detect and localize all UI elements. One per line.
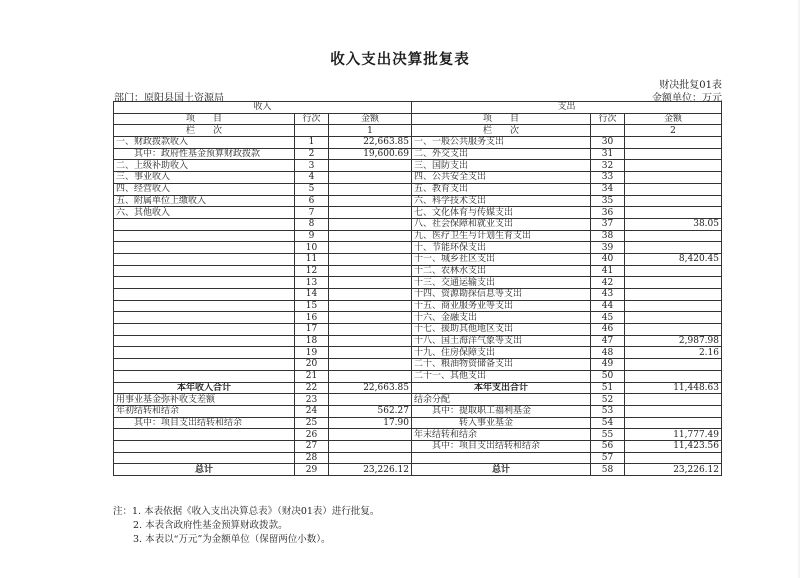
expenditure-amount-cell <box>625 230 722 242</box>
expenditure-row-number: 48 <box>591 347 625 359</box>
table-row <box>114 324 722 336</box>
income-item-cell <box>114 359 295 371</box>
expenditure-item-cell: 七、文化体育与传媒支出 <box>412 207 591 219</box>
approval-table <box>113 101 722 476</box>
table-row <box>114 160 722 172</box>
income-amount-cell <box>329 312 412 324</box>
income-amount-cell <box>329 218 412 230</box>
income-amount-cell <box>329 335 412 347</box>
income-row-number: 2 <box>295 148 329 160</box>
income-amount-cell <box>329 230 412 242</box>
expenditure-amount-cell: 8,420.45 <box>625 253 722 265</box>
income-amount-cell <box>329 347 412 359</box>
table-row <box>114 394 722 406</box>
expenditure-item-cell: 转入事业基金 <box>412 417 591 429</box>
income-row-number: 7 <box>295 207 329 219</box>
income-item-cell <box>114 440 295 452</box>
expenditure-row-number: 55 <box>591 429 625 441</box>
expenditure-row-number: 39 <box>591 242 625 254</box>
expenditure-row-number: 38 <box>591 230 625 242</box>
income-amount-cell: 22,663.85 <box>329 382 412 394</box>
income-item-cell: 年初结转和结余 <box>114 405 295 417</box>
income-row-number: 21 <box>295 370 329 382</box>
income-row-number: 24 <box>295 405 329 417</box>
expenditure-amount-cell: 11,448.63 <box>625 382 722 394</box>
form-number: 财决批复01表 <box>659 80 722 91</box>
expenditure-item-cell: 二十一、其他支出 <box>412 370 591 382</box>
expenditure-amount-cell: 11,777.49 <box>625 429 722 441</box>
expenditure-amount-cell <box>625 359 722 371</box>
income-item-cell <box>114 335 295 347</box>
income-item-cell <box>114 324 295 336</box>
table-row <box>114 464 722 476</box>
income-row-number: 5 <box>295 183 329 195</box>
income-row-number: 13 <box>295 277 329 289</box>
column-header-row <box>114 113 722 125</box>
income-amount-cell <box>329 242 412 254</box>
expenditure-row-number: 30 <box>591 137 625 149</box>
expenditure-amount-cell <box>625 195 722 207</box>
expenditure-amount-cell <box>625 300 722 312</box>
income-item-header: 项 目 <box>114 113 295 125</box>
expenditure-row-number: 53 <box>591 405 625 417</box>
expenditure-amount-cell <box>625 242 722 254</box>
expenditure-amount-cell <box>625 312 722 324</box>
income-row-number: 9 <box>295 230 329 242</box>
expenditure-row-number: 46 <box>591 324 625 336</box>
expenditure-item-cell: 十二、农林水支出 <box>412 265 591 277</box>
income-row-number: 20 <box>295 359 329 371</box>
expenditure-row-number: 35 <box>591 195 625 207</box>
table-row <box>114 265 722 277</box>
expenditure-amount-cell <box>625 137 722 149</box>
expenditure-item-cell: 三、国防支出 <box>412 160 591 172</box>
expenditure-row-number: 44 <box>591 300 625 312</box>
income-amount-cell <box>329 172 412 184</box>
income-row-number: 15 <box>295 300 329 312</box>
table-row <box>114 195 722 207</box>
income-amount-cell <box>329 195 412 207</box>
expenditure-row-number: 36 <box>591 207 625 219</box>
income-row-number: 19 <box>295 347 329 359</box>
income-row-number: 11 <box>295 253 329 265</box>
income-item-cell <box>114 289 295 301</box>
expenditure-amount-cell <box>625 277 722 289</box>
expenditure-item-cell: 一、一般公共服务支出 <box>412 137 591 149</box>
expenditure-row-number: 57 <box>591 452 625 464</box>
expenditure-amount-cell <box>625 405 722 417</box>
expenditure-item-cell: 六、科学技术支出 <box>412 195 591 207</box>
table-row <box>114 230 722 242</box>
income-item-cell: 其中：政府性基金预算财政拨款 <box>114 148 295 160</box>
table-row <box>114 148 722 160</box>
income-amount-cell <box>329 359 412 371</box>
expenditure-amount-cell <box>625 148 722 160</box>
income-item-cell: 六、其他收入 <box>114 207 295 219</box>
table-row <box>114 452 722 464</box>
expenditure-item-cell: 八、社会保障和就业支出 <box>412 218 591 230</box>
income-item-cell <box>114 242 295 254</box>
income-row-number: 18 <box>295 335 329 347</box>
expenditure-amount-cell <box>625 172 722 184</box>
expenditure-amount-cell <box>625 370 722 382</box>
income-item-cell <box>114 265 295 277</box>
income-row-number: 23 <box>295 394 329 406</box>
income-amount-cell: 562.27 <box>329 405 412 417</box>
income-amount-cell: 19,600.69 <box>329 148 412 160</box>
income-section-header: 收入 <box>114 102 412 114</box>
income-item-cell <box>114 452 295 464</box>
income-amount-cell <box>329 265 412 277</box>
expenditure-row-number: 45 <box>591 312 625 324</box>
expenditure-row-number: 54 <box>591 417 625 429</box>
income-amount-cell: 23,226.12 <box>329 464 412 476</box>
expenditure-amount-cell <box>625 289 722 301</box>
income-item-cell: 五、附属单位上缴收入 <box>114 195 295 207</box>
income-item-cell: 三、事业收入 <box>114 172 295 184</box>
income-row-number: 17 <box>295 324 329 336</box>
expenditure-row-no-header: 行次 <box>591 113 625 125</box>
income-amount-cell <box>329 440 412 452</box>
income-row-number: 4 <box>295 172 329 184</box>
income-item-cell <box>114 300 295 312</box>
table-row <box>114 183 722 195</box>
table-row <box>114 207 722 219</box>
income-amount-cell <box>329 207 412 219</box>
income-item-cell: 其中：项目支出结转和结余 <box>114 417 295 429</box>
income-item-cell <box>114 277 295 289</box>
amount-unit: 金额单位：万元 <box>652 93 722 104</box>
expenditure-item-cell: 十五、商业服务业等支出 <box>412 300 591 312</box>
income-row-number: 29 <box>295 464 329 476</box>
income-row-number: 8 <box>295 218 329 230</box>
income-amount-cell <box>329 452 412 464</box>
table-row <box>114 405 722 417</box>
income-column-label: 栏 次 <box>114 125 295 137</box>
income-item-cell: 二、上级补助收入 <box>114 160 295 172</box>
table-row <box>114 417 722 429</box>
expenditure-column-label: 栏 次 <box>412 125 591 137</box>
footnotes <box>113 505 379 547</box>
income-amount-cell <box>329 324 412 336</box>
expenditure-row-number: 50 <box>591 370 625 382</box>
expenditure-amount-header: 金额 <box>625 113 722 125</box>
expenditure-item-cell: 十六、金融支出 <box>412 312 591 324</box>
expenditure-item-cell: 本年支出合计 <box>412 382 591 394</box>
income-item-cell <box>114 429 295 441</box>
expenditure-amount-cell: 2,987.98 <box>625 335 722 347</box>
income-row-number: 10 <box>295 242 329 254</box>
expenditure-amount-cell <box>625 452 722 464</box>
expenditure-row-number: 52 <box>591 394 625 406</box>
expenditure-item-cell: 结余分配 <box>412 394 591 406</box>
expenditure-amount-cell <box>625 265 722 277</box>
expenditure-row-number: 34 <box>591 183 625 195</box>
table-row <box>114 300 722 312</box>
table-row <box>114 289 722 301</box>
table-row <box>114 370 722 382</box>
expenditure-item-cell: 四、公共安全支出 <box>412 172 591 184</box>
income-amount-cell <box>329 183 412 195</box>
expenditure-amount-cell: 2.16 <box>625 347 722 359</box>
expenditure-amount-cell: 11,423.56 <box>625 440 722 452</box>
expenditure-item-cell: 十九、住房保障支出 <box>412 347 591 359</box>
income-amount-header: 金额 <box>329 113 412 125</box>
expenditure-item-cell: 十、节能环保支出 <box>412 242 591 254</box>
table-row <box>114 218 722 230</box>
expenditure-item-cell: 二、外交支出 <box>412 148 591 160</box>
income-item-cell: 用事业基金弥补收支差额 <box>114 394 295 406</box>
expenditure-item-cell: 十四、资源勘探信息等支出 <box>412 289 591 301</box>
expenditure-row-number: 32 <box>591 160 625 172</box>
department-label: 部门：原阳县国土资源局 <box>114 93 224 104</box>
table-row <box>114 335 722 347</box>
expenditure-item-cell: 五、教育支出 <box>412 183 591 195</box>
expenditure-item-cell: 十三、交通运输支出 <box>412 277 591 289</box>
income-item-cell: 本年收入合计 <box>114 382 295 394</box>
expenditure-row-number: 31 <box>591 148 625 160</box>
income-item-cell <box>114 218 295 230</box>
table-row <box>114 382 722 394</box>
expenditure-row-number: 58 <box>591 464 625 476</box>
income-item-cell <box>114 347 295 359</box>
income-row-number: 26 <box>295 429 329 441</box>
income-row-number: 3 <box>295 160 329 172</box>
expenditure-row-number: 42 <box>591 277 625 289</box>
expenditure-amount-cell <box>625 207 722 219</box>
expenditure-amount-cell <box>625 160 722 172</box>
section-header-row <box>114 102 722 114</box>
income-amount-cell <box>329 300 412 312</box>
expenditure-item-cell: 十一、城乡社区支出 <box>412 253 591 265</box>
income-row-number: 6 <box>295 195 329 207</box>
expenditure-item-cell: 十八、国土海洋气象等支出 <box>412 335 591 347</box>
expenditure-row-number: 47 <box>591 335 625 347</box>
expenditure-item-cell: 其中：项目支出结转和结余 <box>412 440 591 452</box>
income-item-cell <box>114 370 295 382</box>
expenditure-item-cell: 十七、援助其他地区支出 <box>412 324 591 336</box>
income-item-cell <box>114 253 295 265</box>
income-row-number: 22 <box>295 382 329 394</box>
expenditure-amount-cell <box>625 417 722 429</box>
income-column-number: 1 <box>329 125 412 137</box>
table-row <box>114 277 722 289</box>
expenditure-amount-cell <box>625 183 722 195</box>
expenditure-amount-cell: 38.05 <box>625 218 722 230</box>
income-row-number: 1 <box>295 137 329 149</box>
expenditure-item-cell: 总计 <box>412 464 591 476</box>
income-row-number: 16 <box>295 312 329 324</box>
income-amount-cell <box>329 289 412 301</box>
empty-cell <box>591 125 625 137</box>
income-amount-cell <box>329 277 412 289</box>
income-amount-cell: 17.90 <box>329 417 412 429</box>
footnote-3: 3. 本表以“万元”为金额单位（保留两位小数）。 <box>133 534 331 545</box>
table-row <box>114 137 722 149</box>
expenditure-amount-cell <box>625 324 722 336</box>
income-row-number: 27 <box>295 440 329 452</box>
income-amount-cell <box>329 429 412 441</box>
expenditure-item-cell: 其中：提取职工福利基金 <box>412 405 591 417</box>
income-row-number: 25 <box>295 417 329 429</box>
income-amount-cell <box>329 253 412 265</box>
expenditure-column-number: 2 <box>625 125 722 137</box>
empty-cell <box>295 125 329 137</box>
expenditure-item-header: 项 目 <box>412 113 591 125</box>
income-item-cell: 总计 <box>114 464 295 476</box>
income-amount-cell <box>329 370 412 382</box>
expenditure-row-number: 51 <box>591 382 625 394</box>
income-item-cell <box>114 312 295 324</box>
page-title: 收入支出决算批复表 <box>330 51 470 68</box>
expenditure-row-number: 41 <box>591 265 625 277</box>
expenditure-item-cell: 二十、粮油物资储备支出 <box>412 359 591 371</box>
table-row <box>114 429 722 441</box>
expenditure-amount-cell <box>625 394 722 406</box>
expenditure-row-number: 43 <box>591 289 625 301</box>
expenditure-row-number: 56 <box>591 440 625 452</box>
expenditure-item-cell: 年末结转和结余 <box>412 429 591 441</box>
table-row <box>114 440 722 452</box>
expenditure-item-cell: 九、医疗卫生与计划生育支出 <box>412 230 591 242</box>
income-row-number: 12 <box>295 265 329 277</box>
table-row <box>114 312 722 324</box>
income-amount-cell <box>329 160 412 172</box>
table-row <box>114 242 722 254</box>
expenditure-row-number: 37 <box>591 218 625 230</box>
table-row <box>114 347 722 359</box>
expenditure-item-cell <box>412 452 591 464</box>
expenditure-section-header: 支出 <box>412 102 722 114</box>
income-item-cell: 一、财政拨款收入 <box>114 137 295 149</box>
income-item-cell <box>114 230 295 242</box>
table-row <box>114 172 722 184</box>
expenditure-row-number: 33 <box>591 172 625 184</box>
footnote-1: 注：1. 本表依据《收入支出决算总表》（财决01表）进行批复。 <box>113 506 380 517</box>
income-row-no-header: 行次 <box>295 113 329 125</box>
income-item-cell: 四、经营收入 <box>114 183 295 195</box>
expenditure-row-number: 40 <box>591 253 625 265</box>
table-row <box>114 359 722 371</box>
expenditure-amount-cell: 23,226.12 <box>625 464 722 476</box>
footnote-2: 2. 本表含政府性基金预算财政拨款。 <box>133 520 288 531</box>
table-row <box>114 253 722 265</box>
column-number-row <box>114 125 722 137</box>
income-row-number: 28 <box>295 452 329 464</box>
income-amount-cell <box>329 394 412 406</box>
expenditure-row-number: 49 <box>591 359 625 371</box>
income-row-number: 14 <box>295 289 329 301</box>
income-amount-cell: 22,663.85 <box>329 137 412 149</box>
